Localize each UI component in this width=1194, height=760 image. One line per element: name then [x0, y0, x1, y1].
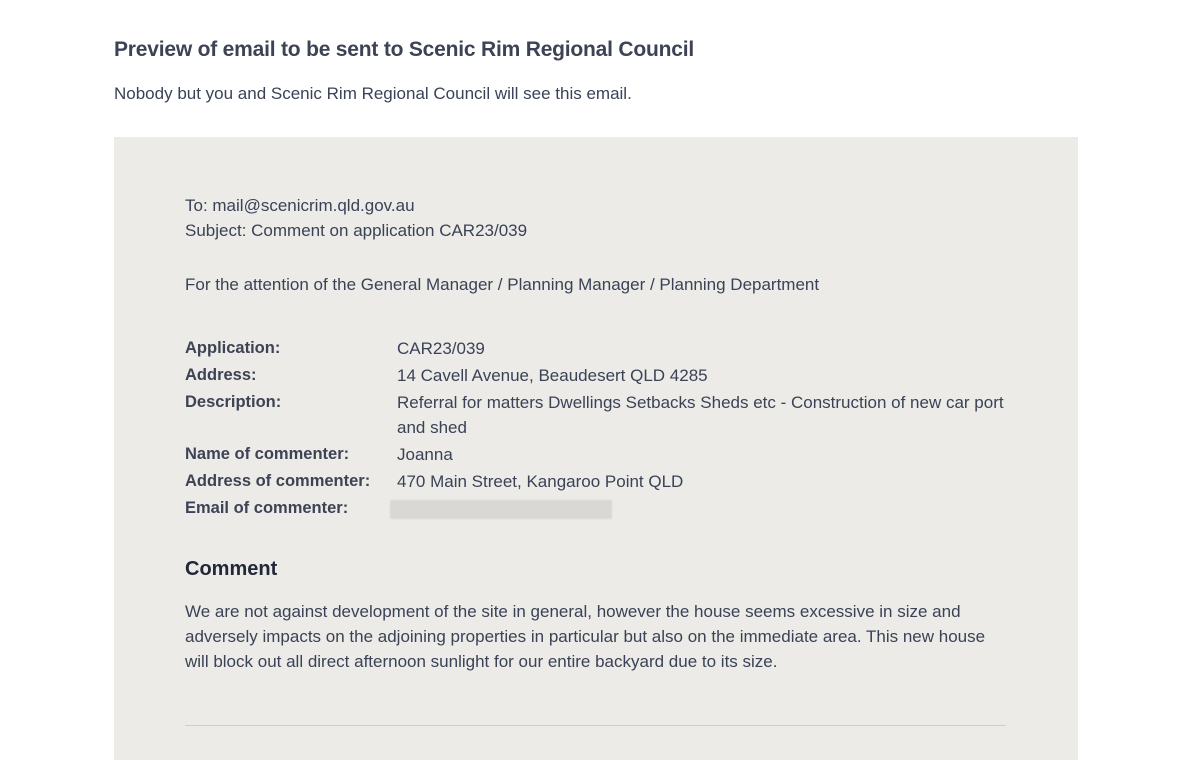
commenter-address-value: 470 Main Street, Kangaroo Point QLD — [397, 472, 684, 491]
detail-row-description — [185, 390, 1006, 440]
privacy-notice: Nobody but you and Scenic Rim Regional Council will see this email. — [114, 84, 632, 103]
commenter-email-value — [397, 496, 1006, 526]
detail-row-address — [185, 363, 1006, 388]
address-label: Address: — [185, 366, 257, 384]
detail-row-commenter-name — [185, 442, 1006, 467]
commenter-address-label: Address of commenter: — [185, 472, 371, 490]
page-title: Preview of email to be sent to Scenic Rim Regional Council — [114, 38, 695, 61]
description-value: Referral for matters Dwellings Setbacks Sheds etc - Construction of new car port and shed — [397, 393, 1004, 437]
comment-heading: Comment — [185, 558, 278, 580]
email-subject-line: Subject: Comment on application CAR23/039 — [185, 221, 528, 240]
description-label: Description: — [185, 393, 282, 411]
commenter-name-value: Joanna — [397, 445, 453, 464]
application-label: Application: — [185, 339, 281, 357]
detail-row-commenter-email — [185, 496, 1006, 526]
redacted-email-block — [390, 500, 612, 519]
commenter-name-label: Name of commenter: — [185, 445, 350, 463]
application-details — [185, 336, 1006, 528]
commenter-email-label: Email of commenter: — [185, 499, 349, 517]
email-to-line: To: mail@scenicrim.qld.gov.au — [185, 196, 415, 215]
address-value: 14 Cavell Avenue, Beaudesert QLD 4285 — [397, 366, 708, 385]
detail-row-commenter-address — [185, 469, 1006, 494]
email-preview-box — [114, 137, 1078, 760]
divider — [185, 725, 1006, 726]
email-attention-line: For the attention of the General Manager / Planning Manager / Planning Department — [185, 275, 820, 294]
comment-body: We are not against development of the site in general, however the house seems excessive in size and adversely impacts on the adjoining properties in particular but also on the immediate area. This new house will block out all direct afternoon sunlight for our entire backyard due to its size. — [185, 602, 986, 671]
detail-row-application — [185, 336, 1006, 361]
application-value: CAR23/039 — [397, 339, 485, 358]
